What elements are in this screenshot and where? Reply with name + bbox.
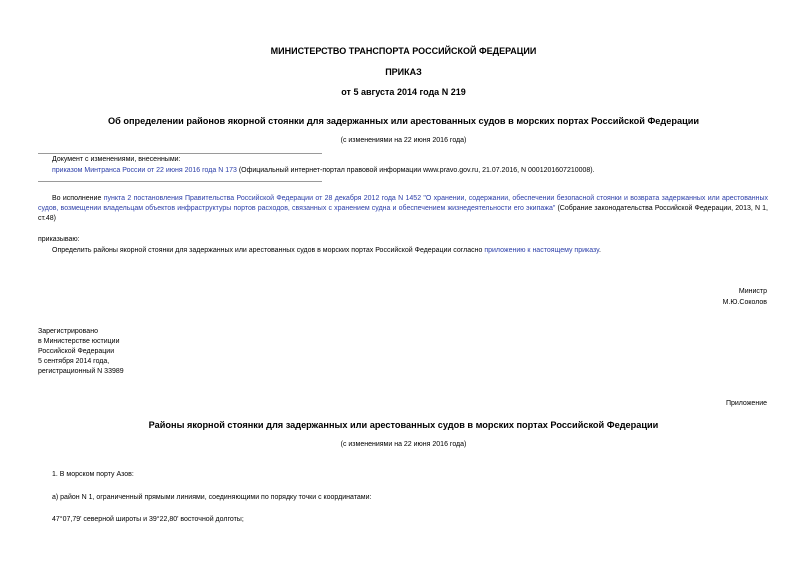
top-divider <box>38 153 322 154</box>
government-decree-link[interactable]: пункта 2 постановления Правительства Российской Федерации от 28 декабря 2012 года N 1452 "О хранении, содержании, обеспечении безопасной стоянки и возврата задержанных или арестованных судов, возмещении владельцам объектов инфраструктуры портов расходов, связанных с хранением судна и обеспечением жизнедеятельности его экипажа" <box>38 195 768 212</box>
registration-line: регистрационный N 33989 <box>38 368 124 375</box>
appendix-label: Приложение <box>725 400 767 407</box>
appendix-link[interactable]: приложению к настоящему приказу <box>484 247 599 254</box>
item-1a: а) район N 1, ограниченный прямыми линиями, соединяющими по порядку точки с координатами: <box>52 494 372 501</box>
document-type: ПРИКАЗ <box>385 67 422 77</box>
registration-line: Российской Федерации <box>38 348 115 355</box>
registration-line: в Министерстве юстиции <box>38 338 120 345</box>
appendix-title: Районы якорной стоянки для задержанных или арестованных судов в морских портах Российской Федерации <box>148 420 659 430</box>
preamble-lead: Во исполнение <box>52 195 104 202</box>
bottom-divider <box>38 181 322 182</box>
registration-line: 5 сентября 2014 года, <box>38 358 110 365</box>
changes-intro: Документ с изменениями, внесенными: <box>52 156 181 163</box>
date-number: от 5 августа 2014 года N 219 <box>341 87 466 97</box>
amendment-source: (Официальный интернет-портал правовой информации www.pravo.gov.ru, 21.07.2016, N 0001201607210008). <box>236 167 595 174</box>
registration-line: Зарегистрировано <box>38 328 98 335</box>
registration-block <box>38 327 124 377</box>
amendment-link[interactable]: приказом Минтранса России от 22 июня 2016 года N 173 <box>52 167 237 174</box>
order-word: приказываю: <box>38 236 80 243</box>
signature-name: М.Ю.Соколов <box>722 299 767 306</box>
appendix-revision-note: (с изменениями на 22 июня 2016 года) <box>340 441 467 448</box>
preamble-paragraph <box>38 194 768 224</box>
ministry-heading: МИНИСТЕРСТВО ТРАНСПОРТА РОССИЙСКОЙ ФЕДЕРАЦИИ <box>270 46 537 56</box>
preamble-source: (Собрание законодательства Российской Федерации, 2013, N 1, ст.48) <box>38 205 768 222</box>
order-paragraph <box>52 246 772 256</box>
changes-line <box>52 166 772 176</box>
item-1: 1. В морском порту Азов: <box>52 471 134 478</box>
coordinate-1: 47°07,79' северной широты и 39°22,80' восточной долготы; <box>52 516 244 523</box>
order-end: . <box>598 247 601 254</box>
order-text: Определить районы якорной стоянки для задержанных или арестованных судов в морских портах Российской Федерации согласно <box>52 247 485 254</box>
document-title: Об определении районов якорной стоянки для задержанных или арестованных судов в морских портах Российской Федерации <box>107 116 700 126</box>
revision-note: (с изменениями на 22 июня 2016 года) <box>340 137 467 144</box>
signature-position: Министр <box>738 288 767 295</box>
